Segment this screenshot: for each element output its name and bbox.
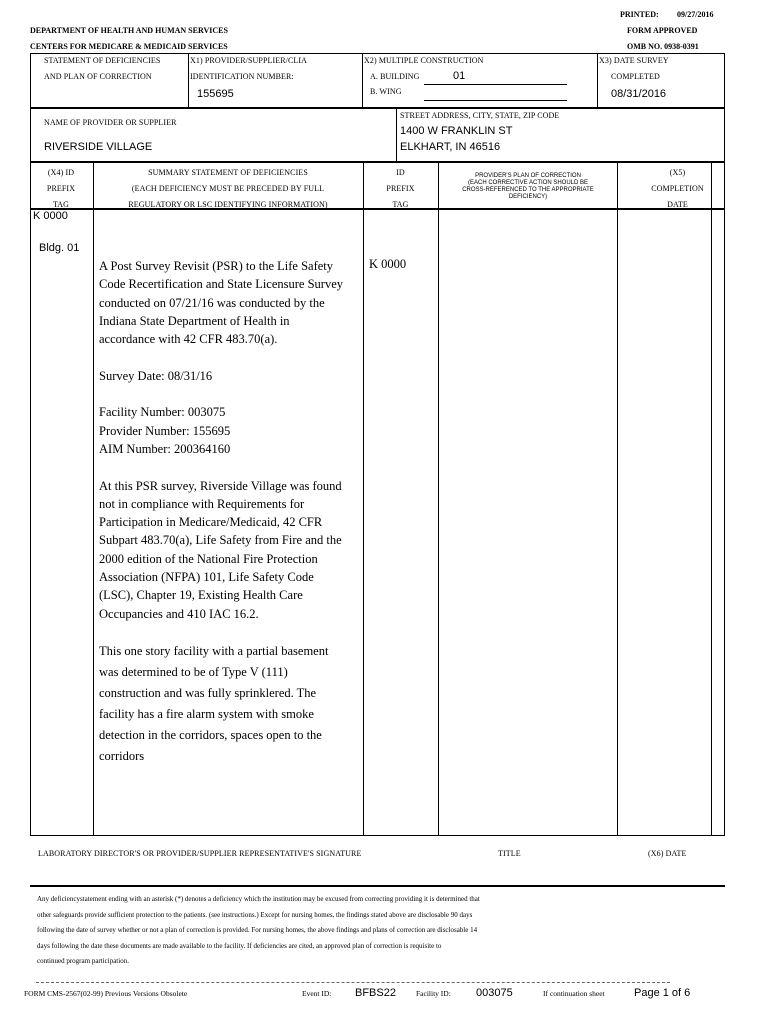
divider bbox=[597, 53, 598, 108]
survey-date-value: 08/31/2016 bbox=[611, 88, 667, 100]
plan-header-1: PROVIDER'S PLAN OF CORRECTION bbox=[475, 173, 581, 179]
summary-paragraph: A Post Survey Revisit (PSR) to the Life Safety Code Recertification and State Licensure Survey conducted on 07/21/16 was conducted by the Indiana State Department of Health in accordance with 42 CFR 483.70(a). bbox=[99, 259, 344, 347]
facility-id-value: 003075 bbox=[476, 987, 513, 999]
facility-id-label: Facility ID: bbox=[416, 989, 451, 998]
id-header-2: PREFIX bbox=[386, 184, 415, 193]
x2-label: X2) MULTIPLE CONSTRUCTION bbox=[364, 56, 484, 65]
summary-paragraph: Facility Number: 003075 Provider Number: 155695 AIM Number: 200364160 bbox=[99, 405, 231, 456]
provider-box bbox=[30, 108, 725, 162]
footer-rule bbox=[36, 982, 670, 983]
provider-name-value: RIVERSIDE VILLAGE bbox=[44, 141, 153, 153]
id-header bbox=[363, 165, 438, 213]
building-tag: Bldg. 01 bbox=[39, 242, 80, 254]
building-underline bbox=[424, 84, 567, 85]
divider bbox=[93, 162, 94, 836]
continuation-label: If continuation sheet bbox=[543, 989, 605, 998]
form-approved: FORM APPROVED bbox=[627, 26, 698, 35]
summary-header-2: (EACH DEFICIENCY MUST BE PRECEDED BY FULL bbox=[131, 184, 325, 193]
x3-label-1: X3) DATE SURVEY bbox=[599, 56, 669, 65]
right-tag: K 0000 bbox=[369, 257, 407, 271]
x5-header-1: (X5) bbox=[669, 168, 686, 177]
wing-label: B. WING bbox=[370, 87, 402, 96]
divider bbox=[711, 162, 712, 836]
x1-label-2: IDENTIFICATION NUMBER: bbox=[190, 72, 294, 81]
id-header-3: TAG bbox=[392, 200, 409, 209]
disclaimer-line: other safeguards provide sufficient protection to the patients. (see instructions.) Except for nursing homes, the findings stated above are disclosable 90 days bbox=[37, 910, 473, 919]
summary-header-3: REGULATORY OR LSC IDENTIFYING INFORMATION) bbox=[128, 200, 328, 209]
divider bbox=[617, 162, 618, 836]
date-label: (X6) DATE bbox=[648, 849, 687, 858]
building-label: A. BUILDING bbox=[370, 72, 420, 81]
plan-header bbox=[439, 173, 617, 201]
event-id-value: BFBS22 bbox=[355, 987, 396, 999]
left-tag: K 0000 bbox=[33, 210, 68, 222]
provider-id-value: 155695 bbox=[197, 88, 234, 100]
disclaimer-line: continued program participation. bbox=[37, 957, 129, 965]
disclaimer bbox=[37, 892, 727, 970]
printed-date: 09/27/2016 bbox=[677, 10, 714, 19]
summary-paragraph: Survey Date: 08/31/16 bbox=[99, 368, 213, 383]
building-value: 01 bbox=[453, 70, 466, 82]
summary-paragraph: At this PSR survey, Riverside Village was found not in compliance with Requirements for Participation in Medicare/Medicaid, 42 CFR Subpart 483.70(a), Life Safety from Fire and the 2000 edition of the National Fire Protection Association (NFPA) 101, Life Safety Code (LSC), Chapter 19, Existing Health Care Occupancies and 410 IAC 16.2. bbox=[99, 478, 342, 621]
disclaimer-line: Any deficiencystatement ending with an asterisk (*) denotes a deficiency which the institution may be excused from correcting providing it is determined that bbox=[37, 895, 480, 903]
printed-label: PRINTED: bbox=[620, 10, 659, 19]
disclaimer-line: days following the date these documents are made available to the facility. If deficiencies are cited, an approved plan of correction is requisite to bbox=[37, 941, 442, 950]
summary-header bbox=[93, 165, 363, 213]
x5-header-2: COMPLETION bbox=[651, 184, 704, 193]
id-header-1: ID bbox=[396, 168, 405, 177]
omb-number: OMB NO. 0938-0391 bbox=[627, 42, 699, 51]
x4-header bbox=[30, 165, 92, 213]
x4-header-2: PREFIX bbox=[46, 184, 76, 193]
title-label: TITLE bbox=[498, 849, 521, 858]
page-number: Page 1 of 6 bbox=[634, 987, 691, 999]
plan-header-4: DEFICIENCY) bbox=[508, 194, 548, 200]
address-line-2: ELKHART, IN 46516 bbox=[400, 141, 501, 153]
divider bbox=[438, 162, 439, 836]
address-label: STREET ADDRESS, CITY, STATE, ZIP CODE bbox=[400, 111, 560, 120]
statement-label-1: STATEMENT OF DEFICIENCIES bbox=[44, 56, 161, 65]
address-line-1: 1400 W FRANKLIN ST bbox=[400, 125, 513, 137]
department-name: DEPARTMENT OF HEALTH AND HUMAN SERVICES bbox=[30, 26, 228, 35]
x1-label-1: X1) PROVIDER/SUPPLIER/CLIA bbox=[190, 56, 308, 65]
centers-name: CENTERS FOR MEDICARE & MEDICAID SERVICES bbox=[30, 42, 228, 51]
signature-rule bbox=[30, 885, 725, 887]
lab-director-signature-label: LABORATORY DIRECTOR'S OR PROVIDER/SUPPLIER REPRESENTATIVE'S SIGNATURE bbox=[38, 849, 362, 858]
x4-header-3: TAG bbox=[52, 200, 70, 209]
provider-name-label: NAME OF PROVIDER OR SUPPLIER bbox=[44, 118, 177, 127]
x5-header bbox=[640, 165, 715, 213]
statement-label-2: AND PLAN OF CORRECTION bbox=[44, 72, 152, 81]
divider bbox=[396, 108, 397, 162]
form-number: FORM CMS-2567(02-99) Previous Versions Obsolete bbox=[24, 989, 188, 998]
disclaimer-line: following the date of survey whether or not a plan of correction is provided. For nursing homes, the above findings and plans of correction are disclosable 14 bbox=[37, 926, 478, 934]
divider bbox=[362, 53, 363, 108]
divider bbox=[188, 53, 189, 108]
wing-underline bbox=[424, 100, 567, 101]
x5-header-3: DATE bbox=[667, 200, 688, 209]
summary-paragraph: This one story facility with a partial basement was determined to be of Type V (111) construction and was fully sprinklered. The facility has a fire alarm system with smoke detection in the corridors, spaces open to the corridors bbox=[99, 644, 329, 764]
plan-header-2: (EACH CORRECTIVE ACTION SHOULD BE bbox=[467, 180, 589, 186]
divider bbox=[363, 162, 364, 836]
x4-header-1: (X4) ID bbox=[47, 168, 75, 177]
x3-label-2: COMPLETED bbox=[611, 72, 660, 81]
summary-header-1: SUMMARY STATEMENT OF DEFICIENCIES bbox=[148, 168, 308, 177]
event-id-label: Event ID: bbox=[302, 989, 332, 998]
plan-header-3: CROSS-REFERENCED TO THE APPROPRIATE bbox=[462, 187, 594, 193]
summary-text bbox=[99, 257, 344, 786]
